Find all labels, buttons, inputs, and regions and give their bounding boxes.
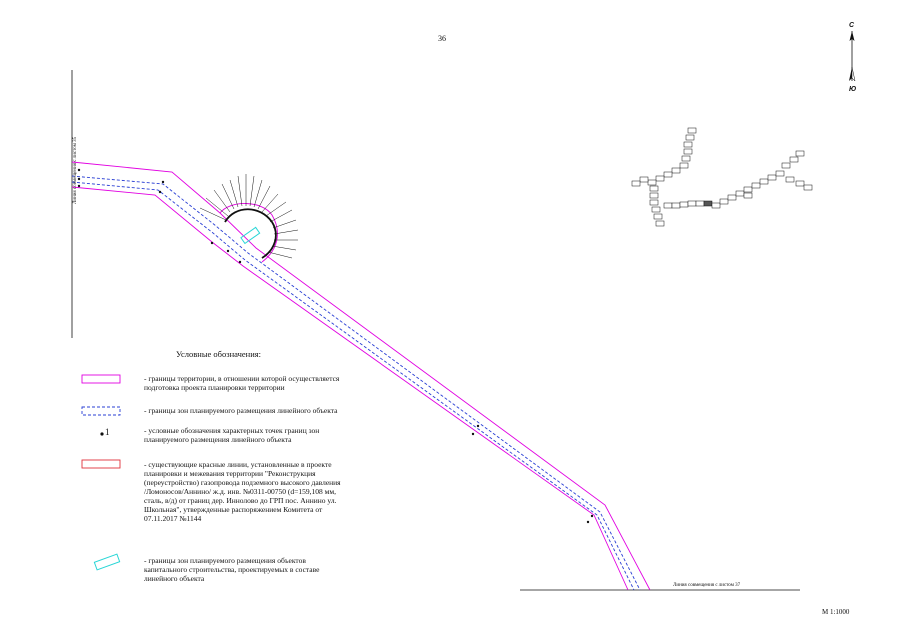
legend-title: Условные обозначения: [176,349,262,359]
legend-text: - границы территории, в отношении которой осуществляется подготовка проекта планировки территории [144,374,340,392]
legend-symbol-magenta [82,375,120,383]
legend-text: - условные обозначения характерных точек границ зон планируемого размещения линейного объекта [144,426,320,444]
legend-text: - границы зон планируемого размещения линейного объекта [144,406,338,415]
page-number: 36 [438,34,446,43]
left-joint-label: Линия совмещения с листом 35 [73,136,78,204]
legend-symbol-cyan [94,554,119,570]
bottom-joint-label: Линия совмещения с листом 37 [673,583,741,588]
scale-label: М 1:1000 [822,608,850,616]
legend-text: - границы зон планируемого размещения объектов капитального строительства, проектируемых в составе линейного объекта [144,556,320,583]
legend-symbol-point [100,432,103,435]
north-label: С [849,22,855,29]
characteristic-points-cluster [200,174,298,258]
legend-symbol-blue-dashed [82,407,120,415]
legend-text: - существующие красные линии, установленные в проекте планировки и межевания территории "Реконструкция (переустройство) газопровода подземного высокого давления /Ломоносов/Аннино/ ж.д. инв. №0311-00750 (d=159,108 мм, сталь, в/д) от границ дер. Иннолово до ГРП пос. Аннино ул. Школьная", утвержденные распоряжением Комитета от 07.11.2017 №1144 [144,460,341,523]
capital-object-zone [241,227,260,243]
legend-point-label: 1 [105,427,110,437]
legend-symbol-red [82,460,120,468]
south-label: Ю [849,86,857,93]
inset-schematic [632,128,812,226]
